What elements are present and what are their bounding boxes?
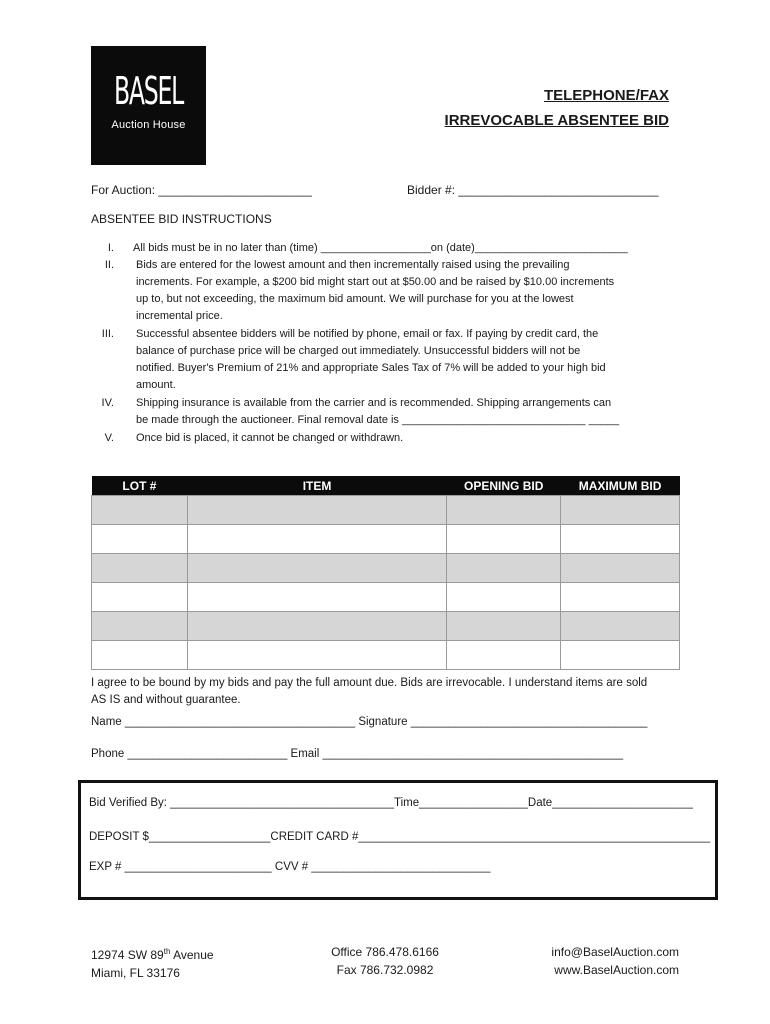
exp-cvv-field[interactable]: EXP # _______________________ CVV # ____________________________: [89, 861, 491, 873]
instruction-number: III.: [101, 328, 114, 340]
address-ordinal: th: [163, 947, 171, 956]
maximum-bid-cell[interactable]: [561, 641, 680, 670]
bidder-number-field[interactable]: Bidder #: ______________________________: [407, 183, 659, 197]
table-row: [92, 496, 680, 525]
website-link[interactable]: www.BaselAuction.com: [554, 963, 679, 977]
address-avenue: Avenue: [170, 948, 214, 962]
table-header-row: [92, 476, 680, 496]
instruction-line: Bids are entered for the lowest amount and then incrementally raised using the prevailing: [136, 259, 570, 271]
maximum-bid-cell[interactable]: [561, 612, 680, 641]
opening-bid-cell[interactable]: [447, 583, 561, 612]
instruction-line: amount.: [136, 379, 176, 391]
item-cell[interactable]: [187, 641, 446, 670]
item-cell[interactable]: [187, 554, 446, 583]
table-row: [92, 525, 680, 554]
logo-subtitle: Auction House: [111, 119, 186, 131]
table-row: [92, 612, 680, 641]
instruction-line: up to, but not exceeding, the maximum bid amount. We will purchase for you at the lowest: [136, 293, 574, 305]
address-line1: [91, 943, 214, 964]
name-signature-field[interactable]: Name ____________________________________ Signature _____________________________________: [91, 716, 648, 728]
instruction-number: II.: [104, 259, 114, 271]
instruction-line: notified. Buyer's Premium of 21% and appropriate Sales Tax of 7% will be added to your high bid: [136, 362, 606, 374]
opening-bid-cell[interactable]: [447, 641, 561, 670]
form-title-line2: IRREVOCABLE ABSENTEE BID: [444, 112, 669, 129]
footer-address: [91, 943, 214, 982]
lot-cell[interactable]: [92, 583, 188, 612]
item-cell[interactable]: [187, 612, 446, 641]
instruction-number: IV.: [101, 397, 114, 409]
maximum-bid-cell[interactable]: [561, 554, 680, 583]
instruction-number: V.: [104, 432, 114, 444]
column-header-opening-bid: OPENING BID: [447, 476, 561, 496]
address-line2: Miami, FL 33176: [91, 966, 180, 980]
lot-cell[interactable]: [92, 612, 188, 641]
lot-cell[interactable]: [92, 641, 188, 670]
table-row: [92, 641, 680, 670]
bid-table: [91, 476, 680, 670]
instruction-line: Shipping insurance is available from the carrier and is recommended. Shipping arrangements can: [136, 397, 612, 409]
footer-contact-phone: [320, 943, 450, 979]
company-logo: [91, 46, 206, 165]
instruction-line: All bids must be in no later than (time) __________________on (date)_________________________: [133, 242, 628, 254]
table-row: [92, 554, 680, 583]
agreement-text-line2: AS IS and without guarantee.: [91, 694, 241, 706]
form-title-line1: TELEPHONE/FAX: [543, 87, 669, 104]
lot-cell[interactable]: [92, 496, 188, 525]
deposit-credit-card-field[interactable]: DEPOSIT $___________________CREDIT CARD #_______________________________________________________: [89, 831, 711, 843]
opening-bid-cell[interactable]: [447, 554, 561, 583]
instruction-number: I.: [107, 242, 114, 254]
item-cell[interactable]: [187, 583, 446, 612]
instructions-heading: ABSENTEE BID INSTRUCTIONS: [91, 212, 272, 226]
table-row: [92, 583, 680, 612]
lot-cell[interactable]: [92, 525, 188, 554]
instruction-line: Successful absentee bidders will be notified by phone, email or fax. If paying by credit card, the: [136, 328, 599, 340]
opening-bid-cell[interactable]: [447, 496, 561, 525]
instruction-line: increments. For example, a $200 bid might start out at $50.00 and be raised by $10.00 increments: [136, 276, 615, 288]
maximum-bid-cell[interactable]: [561, 525, 680, 554]
instruction-line: balance of purchase price will be charged out immediately. Unsuccessful bidders will not be: [136, 345, 581, 357]
column-header-item: ITEM: [187, 476, 446, 496]
footer-contact-web: [551, 943, 679, 979]
item-cell[interactable]: [187, 525, 446, 554]
lot-cell[interactable]: [92, 554, 188, 583]
office-phone: Office 786.478.6166: [331, 945, 439, 959]
logo-brand: BASEL: [113, 69, 184, 113]
instruction-line: be made through the auctioneer. Final removal date is ______________________________ _____: [136, 414, 620, 426]
opening-bid-cell[interactable]: [447, 525, 561, 554]
column-header-lot: LOT #: [92, 476, 188, 496]
auction-field[interactable]: For Auction: _______________________: [91, 183, 312, 197]
instruction-line: Once bid is placed, it cannot be changed or withdrawn.: [136, 432, 404, 444]
fax-number: Fax 786.732.0982: [336, 963, 434, 977]
bid-verified-field[interactable]: Bid Verified By: ___________________________________Time_________________Date______________________: [89, 797, 693, 809]
maximum-bid-cell[interactable]: [561, 496, 680, 525]
opening-bid-cell[interactable]: [447, 612, 561, 641]
item-cell[interactable]: [187, 496, 446, 525]
column-header-maximum-bid: MAXIMUM BID: [561, 476, 680, 496]
address-street: 12974 SW 89: [91, 948, 164, 962]
instructions-list: [0, 240, 770, 450]
maximum-bid-cell[interactable]: [561, 583, 680, 612]
phone-email-field[interactable]: Phone _________________________ Email _______________________________________________: [91, 748, 624, 760]
contact-email[interactable]: info@BaselAuction.com: [551, 945, 679, 959]
agreement-text-line1: I agree to be bound by my bids and pay the full amount due. Bids are irrevocable. I understand items are sold: [91, 677, 648, 689]
instruction-line: incremental price.: [136, 310, 223, 322]
